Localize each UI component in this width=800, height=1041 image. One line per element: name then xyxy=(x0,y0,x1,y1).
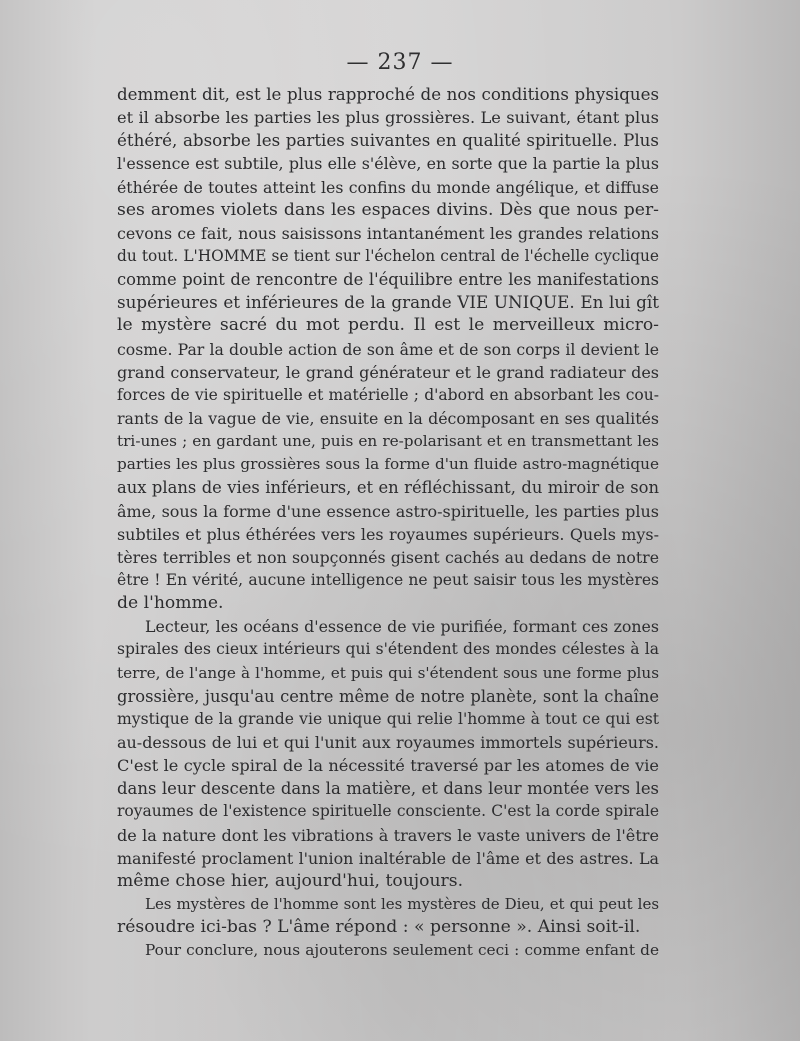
text-line: comme point de rencontre de l'équilibre entre les manifestations xyxy=(117,270,659,290)
text-line: du tout. L'HOMME se tient sur l'échelon central de l'échelle cyclique xyxy=(117,246,659,265)
text-line: de l'homme. xyxy=(117,593,224,614)
text-line: supérieures et inférieures de la grande VIE UNIQUE. En lui gît xyxy=(117,292,659,313)
text-line: éthérée de toutes atteint les confins du monde angélique, et diffuse xyxy=(117,177,659,197)
text-line: C'est le cycle spiral de la nécessité traversé par les atomes de vie xyxy=(117,756,659,776)
text-line: tères terribles et non soupçonnés gisent cachés au dedans de notre xyxy=(117,547,659,567)
text-line: grand conservateur, le grand générateur et le grand radiateur des xyxy=(117,362,659,382)
text-line: Les mystères de l'homme sont les mystères de Dieu, et qui peut les xyxy=(145,894,659,913)
text-line: même chose hier, aujourd'hui, toujours. xyxy=(117,870,464,891)
text-line: cevons ce fait, nous saisissons intantanément les grandes relations xyxy=(117,223,659,243)
text-line: rants de la vague de vie, ensuite en la décomposant en ses qualités xyxy=(117,408,659,428)
text-line: terre, de l'ange à l'homme, et puis qui s'étendent sous une forme plus xyxy=(117,663,659,682)
text-line: grossière, jusqu'au centre même de notre planète, sont la chaîne xyxy=(117,686,659,706)
text-line: royaumes de l'existence spirituelle consciente. C'est la corde spirale xyxy=(117,802,659,821)
text-line: l'essence est subtile, plus elle s'élève, en sorte que la partie la plus xyxy=(117,154,659,174)
text-line: éthéré, absorbe les parties suivantes en qualité spirituelle. Plus xyxy=(117,131,659,151)
text-line: forces de vie spirituelle et matérielle ; d'abord en absorbant les cou- xyxy=(117,385,659,404)
body-text xyxy=(117,83,659,962)
text-line: spirales des cieux intérieurs qui s'étendent des mondes célestes à la xyxy=(117,640,659,659)
text-line: âme, sous la forme d'une essence astro-spirituelle, les parties plus xyxy=(117,501,659,521)
text-line: Lecteur, les océans d'essence de vie purifiée, formant ces zones xyxy=(145,617,659,637)
text-line: de la nature dont les vibrations à travers le vaste univers de l'être xyxy=(117,825,659,845)
page-number: — 237 — xyxy=(346,50,454,75)
text-line: cosme. Par la double action de son âme et de son corps il devient le xyxy=(117,339,659,359)
text-line: au-dessous de lui et qui l'unit aux royaumes immortels supérieurs. xyxy=(117,732,659,752)
text-line: Pour conclure, nous ajouterons seulement ceci : comme enfant de xyxy=(145,941,659,960)
text-line: et il absorbe les parties les plus grossières. Le suivant, étant plus xyxy=(117,108,659,128)
text-line: subtiles et plus éthérées vers les royaumes supérieurs. Quels mys- xyxy=(117,524,659,544)
text-line: ses aromes violets dans les espaces divins. Dès que nous per- xyxy=(117,199,659,220)
text-line: parties les plus grossières sous la forme d'un fluide astro-magnétique xyxy=(117,455,659,474)
text-line: mystique de la grande vie unique qui relie l'homme à tout ce qui est xyxy=(117,709,659,728)
text-line: le mystère sacré du mot perdu. Il est le merveilleux micro- xyxy=(117,315,659,336)
text-line: tri-unes ; en gardant une, puis en re-polarisant et en transmettant les xyxy=(117,432,659,451)
text-line: dans leur descente dans la matière, et dans leur montée vers les xyxy=(117,779,659,799)
text-line: aux plans de vies inférieurs, et en réfléchissant, du miroir de son xyxy=(117,478,659,498)
text-line: résoudre ici-bas ? L'âme répond : « personne ». Ainsi soit-il. xyxy=(117,917,641,938)
text-line: manifesté proclament l'union inaltérable de l'âme et des astres. La xyxy=(117,848,659,868)
text-line: demment dit, est le plus rapproché de nos conditions physiques xyxy=(117,85,659,104)
text-line: être ! En vérité, aucune intelligence ne peut saisir tous les mystères xyxy=(117,570,659,589)
